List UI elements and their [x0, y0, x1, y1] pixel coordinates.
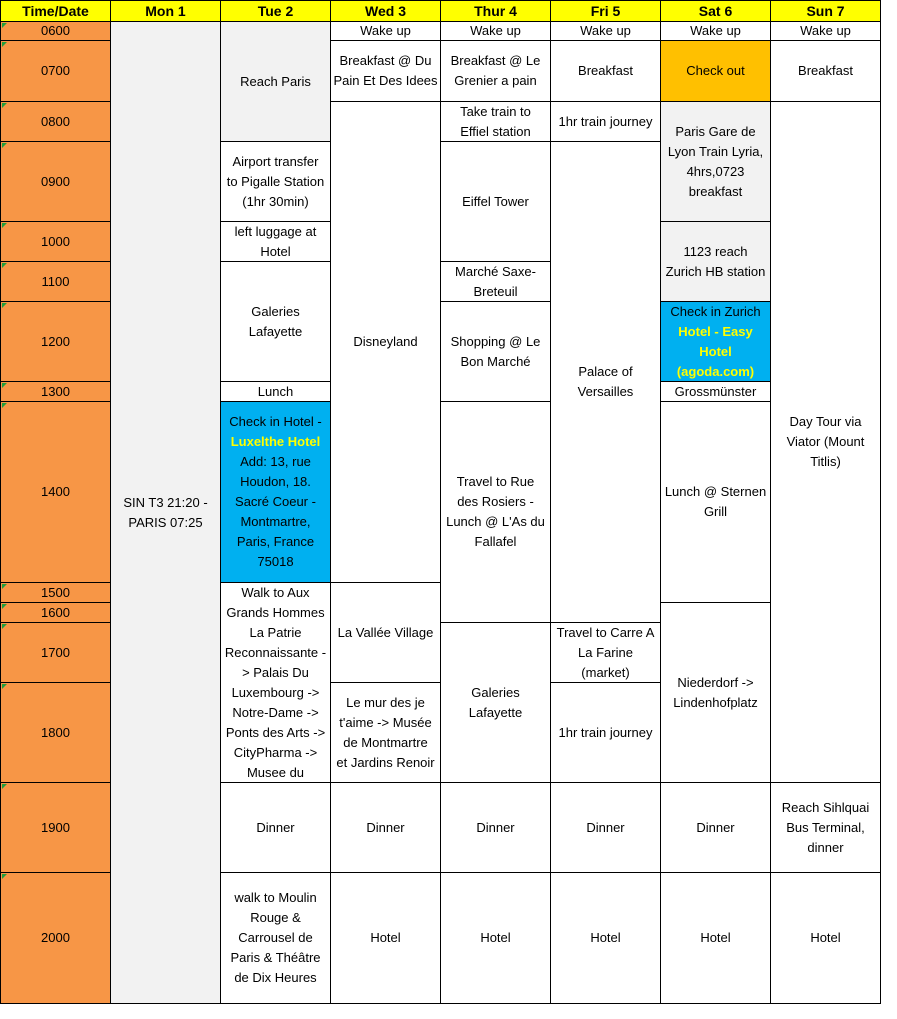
cell-line: Check in Hotel - — [229, 414, 322, 429]
cell-text — [249, 302, 303, 342]
cell-line: Lunch @ L'As du — [446, 514, 545, 529]
cell-line: t'aime -> Musée — [339, 714, 432, 730]
cell-text — [353, 332, 417, 352]
schedule-cell[interactable] — [661, 402, 771, 603]
schedule-cell[interactable] — [771, 783, 881, 873]
cell-line: left luggage at — [234, 223, 317, 239]
cell-line: de Dix Heures — [234, 970, 317, 985]
schedule-cell[interactable] — [661, 22, 771, 41]
schedule-cell[interactable] — [331, 41, 441, 102]
cell-text — [696, 818, 734, 838]
cell-line: Houdon, 18. — [240, 474, 311, 489]
cell-line: Hotel — [480, 930, 511, 945]
cell-text — [580, 22, 631, 41]
schedule-cell[interactable] — [441, 302, 551, 402]
header-day-7 — [771, 0, 881, 22]
cell-line: Wake up — [360, 23, 411, 38]
cell-line: de Montmartre — [343, 734, 428, 750]
cell-line: Dinner — [366, 819, 405, 835]
cell-line: CityPharma -> — [233, 744, 318, 760]
cell-text — [336, 693, 434, 773]
cell-text — [370, 928, 400, 948]
cell-text — [798, 61, 853, 81]
cell-line: Palace of — [578, 364, 633, 379]
comment-marker-icon — [2, 624, 7, 629]
schedule-cell[interactable] — [221, 142, 331, 222]
schedule-cell[interactable] — [331, 683, 441, 783]
schedule-cell[interactable] — [441, 783, 551, 873]
schedule-cell[interactable] — [221, 262, 331, 382]
cell-line: Shopping @ Le — [450, 333, 541, 349]
schedule-cell[interactable] — [441, 402, 551, 623]
cell-line: Lunch — [257, 383, 294, 399]
comment-marker-icon — [2, 383, 7, 388]
comment-marker-icon — [2, 303, 7, 308]
cell-line: Lafayette — [248, 323, 303, 339]
schedule-cell[interactable] — [771, 102, 881, 783]
header-label: Time/Date — [22, 3, 89, 19]
comment-marker-icon — [2, 584, 7, 589]
cell-line: La Farine — [578, 644, 633, 660]
cell-line: Breakfast — [798, 63, 853, 78]
header-day-label: Fri 5 — [590, 3, 621, 19]
cell-line: Grands Hommes — [226, 604, 325, 620]
cell-line: 4hrs,0723 — [686, 163, 745, 179]
time-label: 1400 — [41, 484, 70, 499]
schedule-cell[interactable] — [551, 102, 661, 142]
cell-text — [333, 51, 437, 91]
schedule-cell[interactable] — [331, 22, 441, 41]
cell-line: Add: 13, rue — [240, 454, 311, 469]
cell-line: 1123 reach — [683, 243, 748, 259]
cell-text — [338, 623, 434, 643]
cell-line: Hotel — [700, 930, 731, 945]
cell-line: Dinner — [476, 819, 515, 835]
cell-text — [446, 472, 545, 552]
cell-line: Versailles — [577, 384, 634, 399]
schedule-cell[interactable] — [441, 41, 551, 102]
time-label: 0700 — [41, 63, 70, 78]
time-slot-1500 — [0, 583, 111, 603]
time-slot-1600 — [0, 603, 111, 623]
cell-text — [578, 362, 634, 402]
cell-line: Wake up — [800, 23, 851, 38]
cell-line: Wake up — [580, 23, 631, 38]
cell-line: Hotel — [260, 243, 291, 259]
schedule-cell[interactable] — [221, 783, 331, 873]
cell-text — [123, 493, 207, 533]
comment-marker-icon — [2, 784, 7, 789]
cell-text — [469, 683, 523, 723]
cell-text — [258, 382, 293, 402]
cell-text — [455, 262, 536, 302]
highlighted-line: Hotel - Easy — [678, 323, 753, 339]
cell-line: Reach Sihlquai — [781, 799, 870, 815]
time-slot-2000 — [0, 873, 111, 1004]
time-slot-1000 — [0, 222, 111, 262]
time-label: 1700 — [41, 644, 70, 660]
cell-text — [800, 22, 851, 41]
header-day-label: Sat 6 — [698, 3, 733, 19]
schedule-cell[interactable] — [441, 623, 551, 783]
header-day-2 — [221, 0, 331, 22]
cell-line: Airport transfer — [232, 153, 319, 169]
cell-line: Fallafel — [474, 534, 517, 549]
header-day-label: Wed 3 — [365, 3, 406, 19]
cell-line: Breakfast @ Du — [339, 53, 432, 68]
cell-line: Rouge & — [250, 910, 301, 925]
schedule-cell[interactable] — [661, 222, 771, 302]
schedule-cell[interactable] — [551, 41, 661, 102]
cell-line: Lafayette — [468, 704, 523, 720]
schedule-cell[interactable] — [661, 102, 771, 222]
schedule-cell[interactable] — [551, 142, 661, 623]
cell-line: Galeries — [251, 303, 300, 319]
schedule-cell[interactable] — [771, 41, 881, 102]
cell-line: Viator (Mount — [786, 434, 865, 449]
cell-line: Pain Et Des Idees — [333, 73, 438, 88]
cell-line: Travel to Rue — [456, 474, 535, 489]
cell-line: Paris & Théâtre — [230, 950, 321, 965]
schedule-cell[interactable] — [661, 873, 771, 1004]
cell-line: Ponts des Arts -> — [225, 724, 326, 740]
cell-line: (1hr 30min) — [242, 193, 309, 209]
cell-text — [557, 623, 655, 683]
cell-line: Bon Marché — [460, 353, 531, 369]
header-day-label: Tue 2 — [257, 3, 294, 19]
cell-line: 1hr train journey — [558, 724, 653, 740]
cell-line: PARIS 07:25 — [128, 514, 203, 530]
cell-line: Niederdorf -> — [677, 674, 754, 690]
cell-text — [470, 22, 521, 41]
comment-marker-icon — [2, 403, 7, 408]
time-slot-0800 — [0, 102, 111, 142]
cell-line: (market) — [581, 664, 630, 680]
cell-line: SIN T3 21:20 - — [123, 494, 208, 510]
cell-line: La Patrie — [249, 624, 302, 640]
schedule-cell[interactable] — [441, 873, 551, 1004]
comment-marker-icon — [2, 223, 7, 228]
cell-line: Dinner — [586, 819, 625, 835]
cell-line: to Pigalle Station — [226, 173, 325, 189]
time-label: 1300 — [41, 383, 70, 399]
comment-marker-icon — [2, 143, 7, 148]
schedule-cell[interactable] — [661, 783, 771, 873]
cell-line: Lindenhofplatz — [673, 694, 758, 710]
cell-line: > Palais Du — [242, 664, 309, 680]
cell-line: Dinner — [256, 819, 295, 835]
time-label: 0900 — [41, 173, 70, 189]
cell-line: Check out — [686, 63, 745, 78]
cell-line: Le mur des je — [346, 694, 425, 710]
time-label: 1800 — [41, 724, 70, 740]
schedule-cell[interactable] — [661, 603, 771, 783]
time-label: 1200 — [41, 333, 70, 349]
header-day-label: Thur 4 — [474, 3, 517, 19]
cell-line: Notre-Dame -> — [232, 704, 319, 720]
cell-text — [665, 482, 766, 522]
cell-line: Hotel — [810, 930, 841, 945]
schedule-cell[interactable] — [221, 402, 331, 583]
cell-line: Montmartre, — [240, 514, 311, 529]
cell-text — [673, 673, 758, 713]
schedule-cell[interactable] — [221, 583, 331, 783]
cell-text — [225, 583, 326, 783]
cell-line: Wake up — [690, 23, 741, 38]
schedule-cell[interactable] — [441, 142, 551, 262]
cell-line: Grossmünster — [674, 383, 757, 399]
cell-line: Zurich HB station — [665, 263, 766, 279]
cell-text — [675, 382, 757, 402]
cell-text — [227, 152, 325, 212]
header-time-date — [0, 0, 111, 22]
cell-text — [686, 61, 745, 81]
time-slot-1100 — [0, 262, 111, 302]
cell-line: Sacré Coeur - — [235, 494, 316, 509]
cell-text — [229, 412, 321, 572]
time-label: 2000 — [41, 930, 70, 945]
comment-marker-icon — [2, 42, 7, 47]
time-label: 1600 — [41, 604, 70, 620]
cell-line: Galeries — [471, 684, 520, 700]
schedule-cell[interactable] — [331, 102, 441, 583]
schedule-cell[interactable] — [221, 382, 331, 402]
schedule-cell[interactable] — [661, 41, 771, 102]
cell-line: Marché Saxe- — [455, 263, 536, 279]
cell-line: Take train to — [460, 103, 531, 119]
schedule-cell[interactable] — [221, 22, 331, 142]
time-label: 0600 — [41, 23, 70, 38]
cell-text — [476, 818, 514, 838]
cell-text — [787, 412, 865, 472]
cell-text — [460, 102, 531, 142]
time-slot-0600 — [0, 22, 111, 41]
cell-line: La Vallée Village — [337, 624, 434, 640]
cell-text — [230, 888, 320, 988]
schedule-cell[interactable] — [551, 623, 661, 683]
cell-text — [480, 928, 510, 948]
time-slot-1200 — [0, 302, 111, 382]
comment-marker-icon — [2, 874, 7, 879]
schedule-cell[interactable] — [331, 783, 441, 873]
comment-marker-icon — [2, 263, 7, 268]
cell-text — [670, 302, 760, 382]
cell-text — [462, 192, 529, 212]
time-slot-1400 — [0, 402, 111, 583]
time-label: 1900 — [41, 819, 70, 835]
cell-line: Lunch @ Sternen — [664, 484, 767, 499]
cell-line: Walk to Aux — [241, 584, 310, 600]
cell-text — [810, 928, 840, 948]
cell-line: Luxembourg -> — [231, 684, 320, 700]
cell-line: Musee du — [246, 764, 305, 780]
cell-line: Reach Paris — [240, 73, 311, 89]
cell-line: breakfast — [688, 183, 743, 199]
header-day-3 — [331, 0, 441, 22]
time-slot-1700 — [0, 623, 111, 683]
schedule-cell[interactable] — [441, 262, 551, 302]
cell-text — [586, 818, 624, 838]
cell-line: 75018 — [257, 554, 294, 569]
cell-text — [590, 928, 620, 948]
time-slot-0700 — [0, 41, 111, 102]
cell-text — [559, 723, 653, 743]
highlighted-line: (agoda.com) — [676, 363, 755, 379]
cell-line: Breakfast @ Le — [450, 53, 541, 68]
cell-line: Bus Terminal, — [786, 819, 865, 835]
cell-line: Grill — [703, 504, 728, 519]
time-label: 0800 — [41, 113, 70, 129]
header-day-1 — [111, 0, 221, 22]
comment-marker-icon — [2, 103, 7, 108]
schedule-cell[interactable] — [441, 102, 551, 142]
schedule-cell[interactable] — [551, 783, 661, 873]
schedule-cell[interactable] — [551, 683, 661, 783]
header-day-6 — [661, 0, 771, 22]
cell-line: Disneyland — [353, 334, 418, 349]
cell-line: dinner — [807, 839, 844, 855]
cell-line: Day Tour via — [789, 414, 862, 429]
cell-text — [700, 928, 730, 948]
cell-text — [690, 22, 741, 41]
cell-text — [235, 222, 317, 262]
schedule-cell[interactable] — [331, 583, 441, 683]
schedule-cell[interactable] — [771, 22, 881, 41]
cell-line: Wake up — [470, 23, 521, 38]
cell-text — [451, 332, 541, 372]
comment-marker-icon — [2, 684, 7, 689]
schedule-cell[interactable] — [331, 873, 441, 1004]
schedule-cell[interactable] — [771, 873, 881, 1004]
cell-text — [782, 798, 869, 858]
schedule-cell[interactable] — [551, 873, 661, 1004]
comment-marker-icon — [2, 604, 7, 609]
cell-text — [559, 112, 653, 132]
cell-line: Breakfast — [578, 63, 633, 78]
time-slot-1300 — [0, 382, 111, 402]
comment-marker-icon — [2, 23, 7, 28]
time-label: 1000 — [41, 233, 70, 249]
cell-text — [240, 72, 311, 92]
cell-line: Paris Gare de — [675, 123, 756, 139]
highlighted-line: Hotel — [699, 343, 732, 359]
schedule-cell[interactable] — [221, 222, 331, 262]
time-slot-1900 — [0, 783, 111, 873]
cell-line: Breteuil — [473, 283, 518, 299]
time-label: 1100 — [41, 273, 70, 289]
cell-line: Grenier a pain — [454, 73, 537, 88]
header-day-5 — [551, 0, 661, 22]
cell-text — [666, 242, 766, 282]
cell-line: Lyon Train Lyria, — [667, 143, 764, 159]
cell-text — [578, 61, 633, 81]
cell-line: des Rosiers - — [457, 494, 534, 509]
cell-line: Travel to Carre A — [556, 624, 655, 640]
cell-line: Paris, France — [236, 534, 315, 549]
cell-line: 1hr train journey — [558, 113, 653, 129]
cell-line: Hotel — [370, 930, 401, 945]
schedule-cell[interactable] — [111, 22, 221, 1004]
cell-line: walk to Moulin — [234, 890, 317, 905]
cell-line: Effiel station — [460, 123, 531, 139]
schedule-cell[interactable] — [661, 302, 771, 382]
cell-line: Eiffel Tower — [462, 193, 529, 209]
highlighted-line: Luxelthe Hotel — [230, 434, 321, 449]
time-label: 1500 — [41, 584, 70, 600]
cell-text — [360, 22, 411, 41]
cell-line: Hotel — [590, 930, 621, 945]
cell-line: Titlis) — [810, 454, 841, 469]
cell-text — [451, 51, 541, 91]
time-slot-1800 — [0, 683, 111, 783]
cell-text — [668, 122, 763, 202]
cell-line: et Jardins Renoir — [336, 754, 435, 770]
cell-line: Dinner — [696, 819, 735, 835]
schedule-cell[interactable] — [221, 873, 331, 1004]
cell-line: Check in Zurich — [670, 303, 761, 319]
header-day-label: Mon 1 — [145, 3, 186, 19]
cell-text — [366, 818, 404, 838]
cell-line: Carrousel de — [238, 930, 313, 945]
schedule-cell[interactable] — [441, 22, 551, 41]
header-day-label: Sun 7 — [806, 3, 845, 19]
time-slot-0900 — [0, 142, 111, 222]
schedule-cell[interactable] — [661, 382, 771, 402]
header-day-4 — [441, 0, 551, 22]
cell-text — [256, 818, 294, 838]
cell-line: Reconnaissante - — [224, 644, 327, 660]
schedule-cell[interactable] — [551, 22, 661, 41]
